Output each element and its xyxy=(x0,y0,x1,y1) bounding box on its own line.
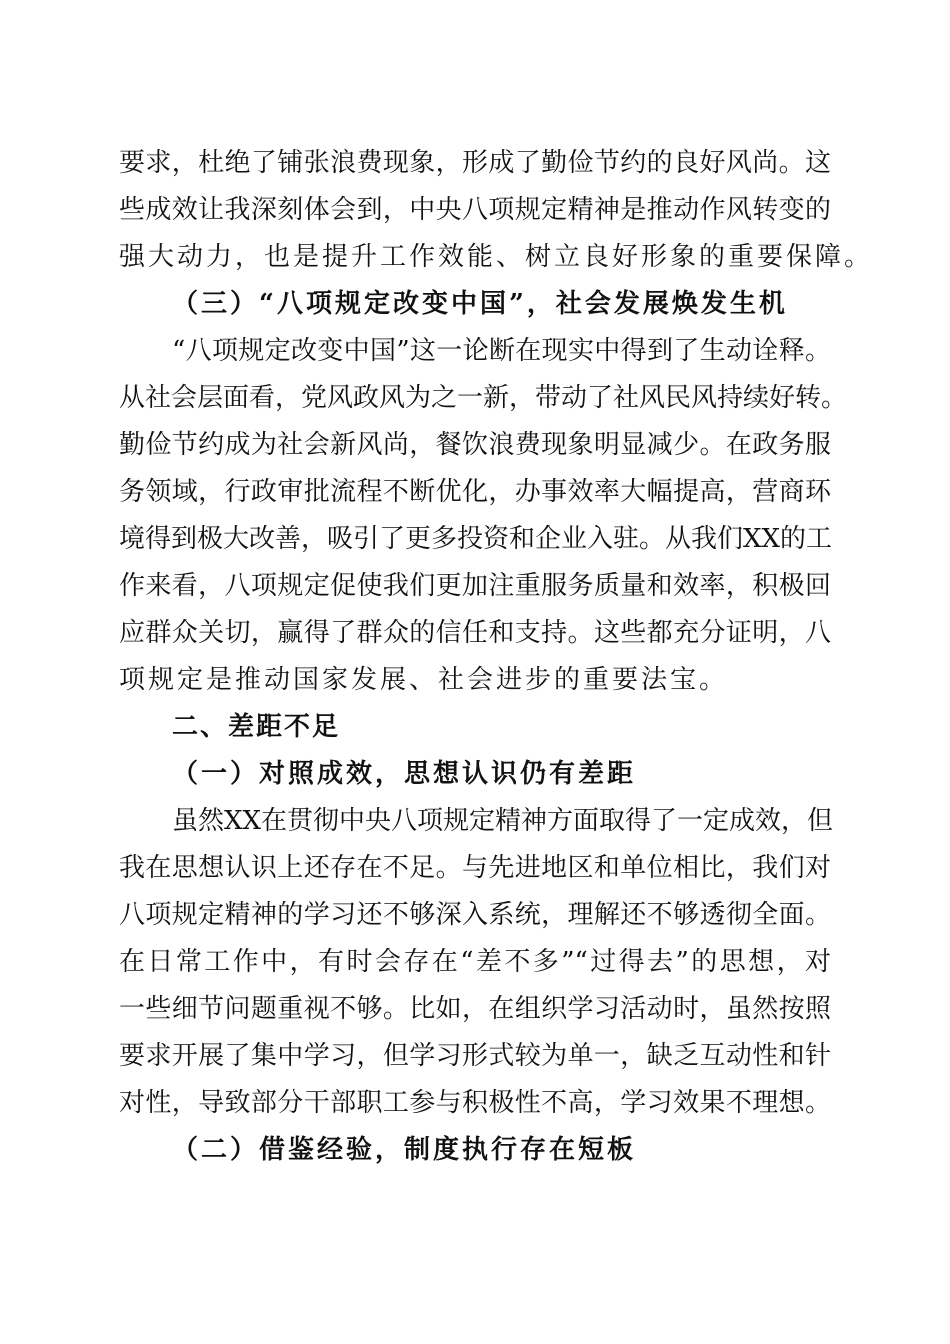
paragraph-line: 八项规定精神的学习还不够深入系统，理解还不够透彻全面。 xyxy=(119,900,831,930)
paragraph-line: 我在思想认识上还存在不足。与先进地区和单位相比，我们对 xyxy=(119,853,831,883)
subheading-section-2-2: （二）借鉴经验，制度执行存在短板 xyxy=(172,1135,637,1165)
subheading-section-1-3: （三）“八项规定改变中国”，社会发展焕发生机 xyxy=(172,289,788,319)
paragraph-line: 虽然XX在贯彻中央八项规定精神方面取得了一定成效，但 xyxy=(172,806,834,836)
paragraph-line: “八项规定改变中国”这一论断在现实中得到了生动诠释。 xyxy=(172,336,831,366)
subheading-section-2-1: （一）对照成效，思想认识仍有差距 xyxy=(172,759,637,789)
paragraph-line: 在日常工作中，有时会存在“差不多”“过得去”的思想，对 xyxy=(119,947,831,977)
paragraph-line: 境得到极大改善，吸引了更多投资和企业入驻。从我们XX的工 xyxy=(119,524,833,554)
paragraph-achievements-summary xyxy=(119,140,874,281)
paragraph-line: 强大动力，也是提升工作效能、树立良好形象的重要保障。 xyxy=(119,242,874,272)
paragraph-line: 应群众关切，赢得了群众的信任和支持。这些都充分证明，八 xyxy=(119,618,831,648)
paragraph-line: 要求，杜绝了铺张浪费现象，形成了勤俭节约的良好风尚。这 xyxy=(119,148,831,178)
paragraph-line: 作来看，八项规定促使我们更加注重服务质量和效率，积极回 xyxy=(119,571,831,601)
paragraph-line: 一些细节问题重视不够。比如，在组织学习活动时，虽然按照 xyxy=(119,994,831,1024)
paragraph-line: 对性，导致部分干部职工参与积极性不高，学习效果不理想。 xyxy=(119,1088,831,1118)
section-2-title: 二、差距不足 xyxy=(172,712,341,742)
paragraph-social-change xyxy=(119,328,848,704)
paragraph-line: 勤俭节约成为社会新风尚，餐饮浪费现象明显减少。在政务服 xyxy=(119,430,831,460)
paragraph-line: 项规定是推动国家发展、社会进步的重要法宝。 xyxy=(119,665,729,695)
document-body xyxy=(119,140,874,1174)
paragraph-line: 些成效让我深刻体会到，中央八项规定精神是推动作风转变的 xyxy=(119,195,831,225)
paragraph-line: 要求开展了集中学习，但学习形式较为单一，缺乏互动性和针 xyxy=(119,1041,831,1071)
paragraph-line: 从社会层面看，党风政风为之一新，带动了社风民风持续好转。 xyxy=(119,383,848,413)
paragraph-line: 务领域，行政审批流程不断优化，办事效率大幅提高，营商环 xyxy=(119,477,831,507)
paragraph-ideological-gap xyxy=(119,798,834,1127)
